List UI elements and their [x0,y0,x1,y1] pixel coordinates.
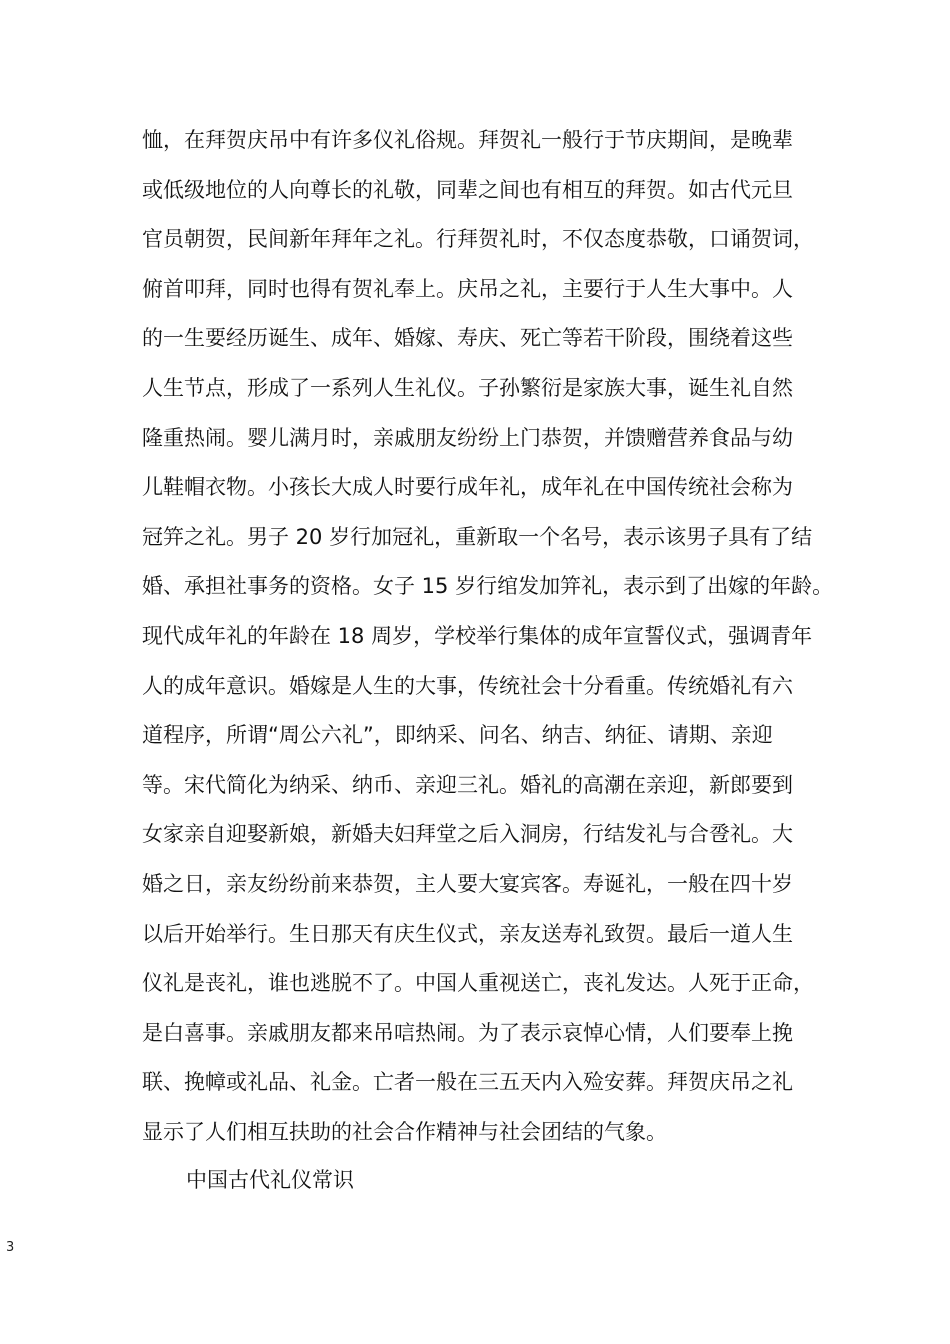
text-line: 俯首叩拜，同时也得有贺礼奉上。庆吊之礼，主要行于人生大事中。人 [142,276,793,301]
text-line: 等。宋代简化为纳采、纳币、亲迎三礼。婚礼的高潮在亲迎，新郎要到 [142,772,793,797]
page-number: 3 [6,1240,15,1255]
text-line: 隆重热闹。婴儿满月时，亲戚朋友纷纷上门恭贺，并馈赠营养食品与幼 [142,425,793,450]
text-line: 儿鞋帽衣物。小孩长大成人时要行成年礼，成年礼在中国传统社会称为 [142,475,793,500]
text-line: 人的成年意识。婚嫁是人生的大事，传统社会十分看重。传统婚礼有六 [142,673,793,698]
text-line: 女家亲自迎娶新娘，新婚夫妇拜堂之后入洞房，行结发礼与合卺礼。大 [142,822,793,847]
text-line: 是白喜事。亲戚朋友都来吊唁热闹。为了表示哀悼心情，人们要奉上挽 [142,1020,793,1045]
text-line: 联、挽幛或礼品、礼金。亡者一般在三五天内入殓安葬。拜贺庆吊之礼 [142,1070,793,1095]
text-line: 的一生要经历诞生、成年、婚嫁、寿庆、死亡等若干阶段，围绕着这些 [142,326,793,351]
text-line: 现代成年礼的年龄在 18 周岁，学校举行集体的成年宣誓仪式，强调青年 [142,623,813,648]
text-line: 仪礼是丧礼，谁也逃脱不了。中国人重视送亡，丧礼发达。人死于正命， [142,971,814,996]
text-line: 或低级地位的人向尊长的礼敬，同辈之间也有相互的拜贺。如古代元旦 [142,177,793,202]
text-line: 以后开始举行。生日那天有庆生仪式，亲友送寿礼致贺。最后一道人生 [142,921,793,946]
text-line: 人生节点，形成了一系列人生礼仪。子孙繁衍是家族大事，诞生礼自然 [142,375,793,400]
body-paragraph [142,116,862,1157]
text-line: 恤，在拜贺庆吊中有许多仪礼俗规。拜贺礼一般行于节庆期间，是晚辈 [142,128,793,152]
text-line: 显示了人们相互扶助的社会合作精神与社会团结的气象。 [142,1119,667,1144]
text-line: 官员朝贺，民间新年拜年之礼。行拜贺礼时，不仅态度恭敬，口诵贺词， [142,227,814,252]
text-line: 婚之日，亲友纷纷前来恭贺，主人要大宴宾客。寿诞礼，一般在四十岁 [142,871,793,896]
text-line: 冠笄之礼。男子 20 岁行加冠礼，重新取一个名号，表示该男子具有了结 [142,524,813,549]
text-line: 婚、承担社事务的资格。女子 15 岁行绾发加笄礼，表示到了出嫁的年龄。 [142,574,834,599]
section-heading: 中国古代礼仪常识 [186,1168,354,1192]
text-line: 道程序，所谓“周公六礼”，即纳采、问名、纳吉、纳征、请期、亲迎 [142,723,773,748]
